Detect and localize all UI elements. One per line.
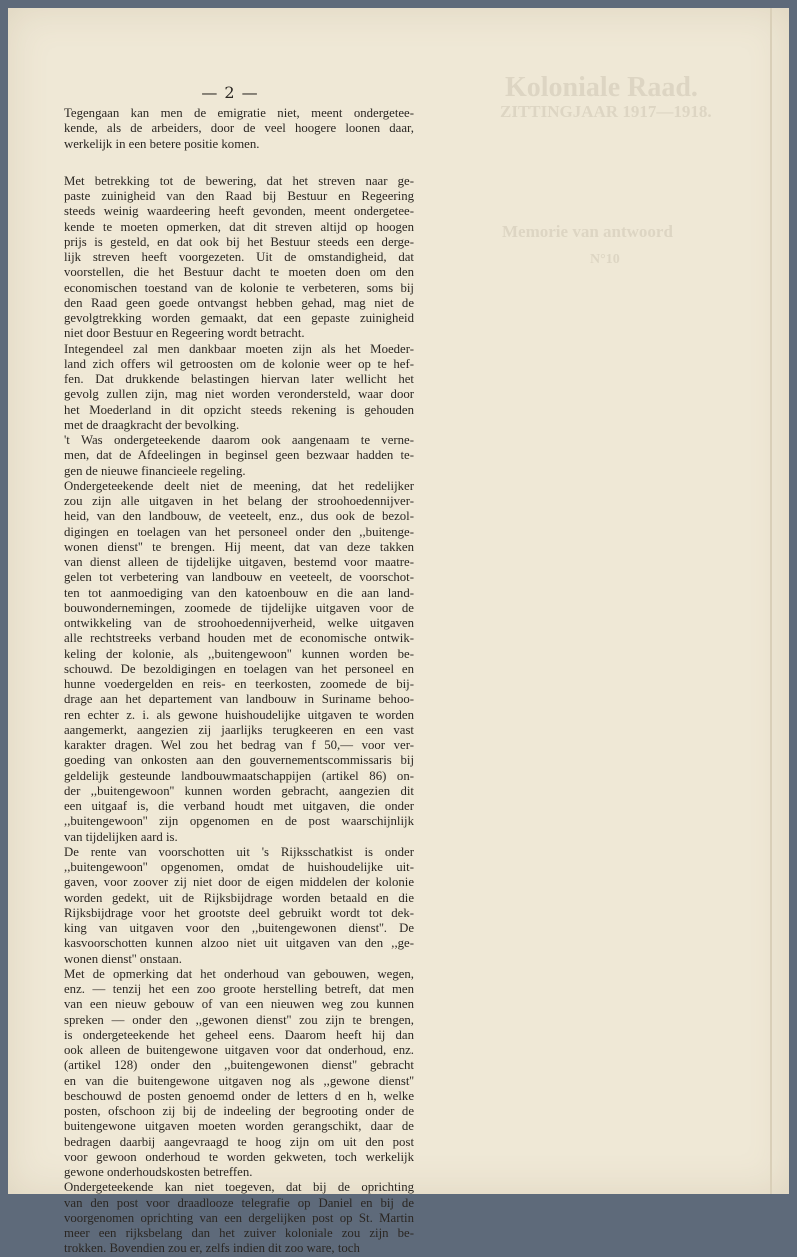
text-line: 't Was ondergeteekende daarom ook aangenaam te verne- bbox=[64, 433, 414, 447]
text-line: den Raad geen goede ontvangst hebben gehad, mag niet de bbox=[64, 295, 414, 310]
text-line: wonen dienst'' te brengen. Hij meent, dat van deze takken bbox=[64, 539, 414, 554]
text-line: voorgenomen oprichting van een dergelijken post op St. Martin bbox=[64, 1210, 414, 1225]
text-line: men, dat de Afdeelingen in beginsel geen bezwaar hadden te- bbox=[64, 448, 414, 463]
text-line: economischen toestand van de kolonie te verbeteren, soms bij bbox=[64, 280, 414, 295]
text-line: ten tot aanmoediging van den katoenbouw en die aan land- bbox=[64, 585, 414, 600]
text-line: gevolgtrekking worden gemaakt, dat een gepaste zuinigheid bbox=[64, 311, 414, 325]
text-line: der ,,buitengewoon'' kunnen worden gebracht, aangezien dit bbox=[64, 783, 414, 798]
text-line: gen de nieuwe financieele regeling. bbox=[64, 463, 246, 478]
text-line: posten, ofschoon zij bij de indeeling der begrooting onder de bbox=[64, 1104, 414, 1118]
text-line: enz. — tenzij het een zoo groote herstelling betreft, dat men bbox=[64, 982, 414, 996]
text-line: alle rechtstreeks verband houden met de economische ontwik- bbox=[64, 631, 414, 646]
text-line: ook alleen de buitengewone uitgaven voor dat onderhoud, enz. bbox=[64, 1043, 414, 1057]
bleed-through-title: Koloniale Raad. bbox=[505, 72, 698, 103]
body-text bbox=[64, 106, 414, 1257]
bleed-through-subtitle: ZITTINGJAAR 1917—1918. bbox=[500, 102, 712, 121]
text-line: gewone onderhoudskosten betreffen. bbox=[64, 1165, 253, 1179]
text-line: land zich offers wil getroosten om de kolonie weer op te hef- bbox=[64, 356, 414, 371]
text-line: paste zuinigheid van den Raad bij Bestuur en Regeering bbox=[64, 189, 414, 203]
text-line: hunne voedergelden en reis- en teerkosten, zoomede de bij- bbox=[64, 677, 414, 691]
text-line: ,,buitengewoon'' zijn opgenomen en de post waarschijnlijk bbox=[64, 814, 414, 829]
text-line: drage aan het departement van landbouw in Suriname behoo- bbox=[64, 692, 414, 707]
text-line: meer een rijksbelang dan het zuiver koloniale zou zijn be- bbox=[64, 1226, 414, 1240]
text-line: digingen en toelagen van het personeel onder den ,,buitenge- bbox=[64, 524, 414, 539]
text-line: zou zijn alle uitgaven in het belang der stroohoedennijver- bbox=[64, 494, 414, 508]
text-line: met de draagkracht der bevolking. bbox=[64, 417, 240, 432]
text-line: geldelijk gesteunde landbouwmaatschappijen (artikel 86) on- bbox=[64, 768, 414, 783]
text-line: bedragen daarbij aangevraagd te hoog zijn om uit den post bbox=[64, 1134, 414, 1149]
paragraph-gap bbox=[64, 152, 414, 174]
text-line: king van uitgaven voor den ,,buitengewonen dienst''. De bbox=[64, 921, 414, 935]
text-line: ontwikkeling van de stroohoedennijverheid, welke uitgaven bbox=[64, 616, 414, 630]
text-line: Integendeel zal men dankbaar moeten zijn als het Moeder- bbox=[64, 341, 414, 356]
text-line: steeds weinig waardeering heeft gevonden, meent ondergetee- bbox=[64, 204, 414, 219]
text-line: lijk streven heeft voorgezeten. Uit de omstandigheid, dat bbox=[64, 250, 414, 264]
text-line: gevolg zullen zijn, mag niet worden verondersteld, waar door bbox=[64, 387, 414, 402]
text-line: buitengewone uitgaven moeten worden gerangschikt, daar de bbox=[64, 1119, 414, 1134]
text-line: beschouwd de posten genoemd onder de letters d en h, welke bbox=[64, 1088, 414, 1103]
text-line: Rijksbijdrage voor het grootste deel gebruikt wordt tot dek- bbox=[64, 905, 414, 920]
text-line: karakter dragen. Wel zou het bedrag van f 50,— voor ver- bbox=[64, 738, 414, 752]
text-line: ren echter z. i. als gewone huishoudelijke uitgaven te worden bbox=[64, 707, 414, 722]
text-line: van dienst alleen de tijdelijke uitgaven, bestemd voor maatre- bbox=[64, 555, 414, 569]
text-line: voor gewoon onderhoud te worden gekweten, toch werkelijk bbox=[64, 1149, 414, 1164]
page-fold-shadow bbox=[770, 8, 772, 1194]
text-line: gelen tot verbetering van landbouw en veeteelt, de voorschot- bbox=[64, 570, 414, 585]
text-line: schouwd. De bezoldigingen en toelagen van het personeel en bbox=[64, 661, 414, 676]
text-line: Met de opmerking dat het onderhoud van gebouwen, wegen, bbox=[64, 966, 414, 981]
text-line: wonen dienst'' onstaan. bbox=[64, 951, 182, 966]
text-line: Ondergeteekende deelt niet de meening, dat het redelijker bbox=[64, 478, 414, 493]
text-line: kende te moeten opmerken, dat dit streven altijd op hoogen bbox=[64, 219, 414, 234]
text-line: aangemerkt, aangezien zij jaarlijks terugkeeren en een vast bbox=[64, 722, 414, 737]
text-line: van een nieuw gebouw of van een nieuwen weg zou kunnen bbox=[64, 997, 414, 1012]
text-line: ,,buitengewoon'' opgenomen, omdat de huishoudelijke uit- bbox=[64, 860, 414, 874]
text-line: (artikel 128) onder den ,,buitengewonen dienst'' gebracht bbox=[64, 1058, 414, 1073]
text-line: kende, als de arbeiders, door de veel hoogere loonen daar, bbox=[64, 121, 414, 136]
text-line: keling der kolonie, als ,,buitengewoon'' kunnen worden be- bbox=[64, 646, 414, 661]
text-line: Met betrekking tot de bewering, dat het streven naar ge- bbox=[64, 173, 414, 188]
text-line: een uitgaaf is, die verband houdt met uitgaven, die onder bbox=[64, 799, 414, 813]
text-line: heid, van den landbouw, de veeteelt, enz., dus ook de bezol- bbox=[64, 509, 414, 524]
text-line: werkelijk in een betere positie komen. bbox=[64, 136, 260, 151]
text-line: van tijdelijken aard is. bbox=[64, 829, 178, 844]
text-line: De rente van voorschotten uit 's Rijksschatkist is onder bbox=[64, 844, 414, 859]
text-line: en van die buitengewone uitgaven nog als ,,gewone dienst'' bbox=[64, 1073, 414, 1088]
text-line: fen. Dat drukkende belastingen hiervan later wellicht het bbox=[64, 372, 414, 386]
text-line: gaven, voor zoover zij niet door de eigen middelen der kolonie bbox=[64, 875, 414, 890]
text-line: kasvoorschotten kunnen alzoo niet uit uitgaven van den ,,ge- bbox=[64, 936, 414, 951]
text-line: prijs is gesteld, en dat ook bij het Bestuur steeds een derge- bbox=[64, 234, 414, 249]
page-number: — 2 — bbox=[201, 83, 259, 102]
text-line: voorstellen, die het Bestuur dacht te moeten doen om den bbox=[64, 265, 414, 280]
text-line: niet door Bestuur en Regeering wordt betracht. bbox=[64, 326, 305, 341]
text-line: bouwondernemingen, zoomede de tijdelijke uitgaven voor de bbox=[64, 600, 414, 615]
text-line: spreken — onder den ,,gewonen dienst'' zou zijn te brengen, bbox=[64, 1012, 414, 1027]
bleed-through-number: N°10 bbox=[590, 252, 620, 267]
bleed-through-heading: Memorie van antwoord bbox=[502, 222, 673, 241]
text-line: Tegengaan kan men de emigratie niet, meent ondergetee- bbox=[64, 106, 414, 120]
text-line: is ondergeteekende het geheel eens. Daarom heeft hij dan bbox=[64, 1027, 414, 1042]
text-line: het Moederland in dit opzicht steeds rekening is gehouden bbox=[64, 402, 414, 417]
text-line: worden gedekt, uit de Rijksbijdrage worden betaald en die bbox=[64, 890, 414, 905]
text-line: trokken. Bovendien zou er, zelfs indien dit zoo ware, toch bbox=[64, 1241, 360, 1256]
text-line: goeding van onkosten aan den gouvernementscommissaris bij bbox=[64, 753, 414, 768]
text-line: Ondergeteekende kan niet toegeven, dat bij de oprichting bbox=[64, 1180, 414, 1195]
text-line: van den post voor draadlooze telegrafie op Daniel en bij de bbox=[64, 1195, 414, 1210]
